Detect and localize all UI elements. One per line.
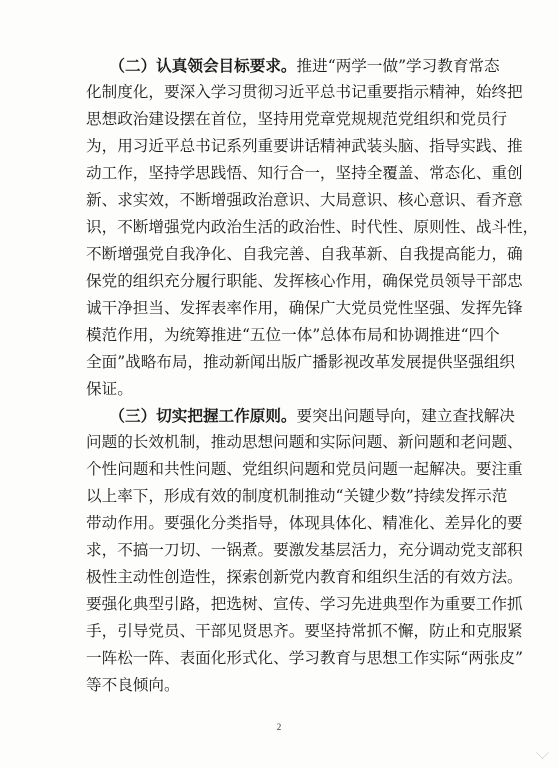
text-line: 全面”战略布局，推动新闻出版广播影视改革发展提供坚强组织 [86, 353, 516, 371]
section-3-heading: （三）切实把握工作原则。 [117, 406, 297, 425]
text-line: 要强化典型引路，把选树、宣传、学习先进典型作为重要工作抓 [86, 595, 523, 613]
text-line: 带动作用。要强化分类指导，体现具体化、精准化、差异化的要 [86, 514, 523, 532]
text-line: 求，不搞一刀切、一锅煮。要激发基层活力，充分调动党支部积 [86, 541, 523, 559]
section-2-heading: （二）认真领会目标要求。 [117, 56, 297, 75]
page-number: 2 [276, 722, 282, 732]
text-line: 识，不断增强党内政治生活的政治性、时代性、原则性、战斗性， [86, 218, 539, 236]
text-line: 化制度化，要深入学习贯彻习近平总书记重要指示精神，始终把 [86, 83, 523, 101]
text-line: 一阵松一阵、表面化形式化、学习教育与思想工作实际“两张皮” [86, 649, 523, 667]
section-3-paragraph [86, 402, 523, 699]
section-2-paragraph [86, 52, 539, 403]
text-line: 新、求实效，不断增强政治意识、大局意识、核心意识、看齐意 [86, 191, 523, 209]
text-line: 思想政治建设摆在首位，坚持用党章党规规范党组织和党员行 [86, 110, 508, 128]
text-line: 不断增强党自我净化、自我完善、自我革新、自我提高能力，确 [86, 245, 523, 263]
text-line: 极性主动性创造性，探索创新党内教育和组织生活的有效方法。 [86, 568, 523, 586]
text-line: 个性问题和共性问题、党组织问题和党员问题一起解决。要注重 [86, 460, 523, 478]
text-line: 手，引导党员、干部见贤思齐。要坚持常抓不懈，防止和克服紧 [86, 622, 523, 640]
text-line: 保党的组织充分履行职能、发挥核心作用，确保党员领导干部忠 [86, 272, 523, 290]
corner-mark [536, 746, 549, 759]
text-line: 问题的长效机制，推动思想问题和实际问题、新问题和老问题、 [86, 433, 523, 451]
section-2-first-line-text: 推进“两学一做”学习教育常态 [296, 57, 500, 75]
paragraph-first-line [86, 402, 515, 429]
text-line: 保证。 [86, 380, 133, 398]
text-line: 以上率下，形成有效的制度机制推动“关键少数”持续发挥示范 [86, 487, 508, 505]
text-line: 等不良倾向。 [86, 676, 180, 694]
paragraph-first-line [86, 52, 500, 79]
text-line: 为，用习近平总书记系列重要讲话精神武装头脑、指导实践、推 [86, 137, 523, 155]
text-line: 动工作，坚持学思践悟、知行合一，坚持全覆盖、常态化、重创 [86, 164, 523, 182]
section-3-first-line-text: 要突出问题导向，建立查找解决 [296, 407, 515, 425]
text-line: 诚干净担当、发挥表率作用，确保广大党员党性坚强、发挥先锋 [86, 299, 523, 317]
text-line: 模范作用，为统筹推进“五位一体”总体布局和协调推进“四个 [86, 326, 500, 344]
